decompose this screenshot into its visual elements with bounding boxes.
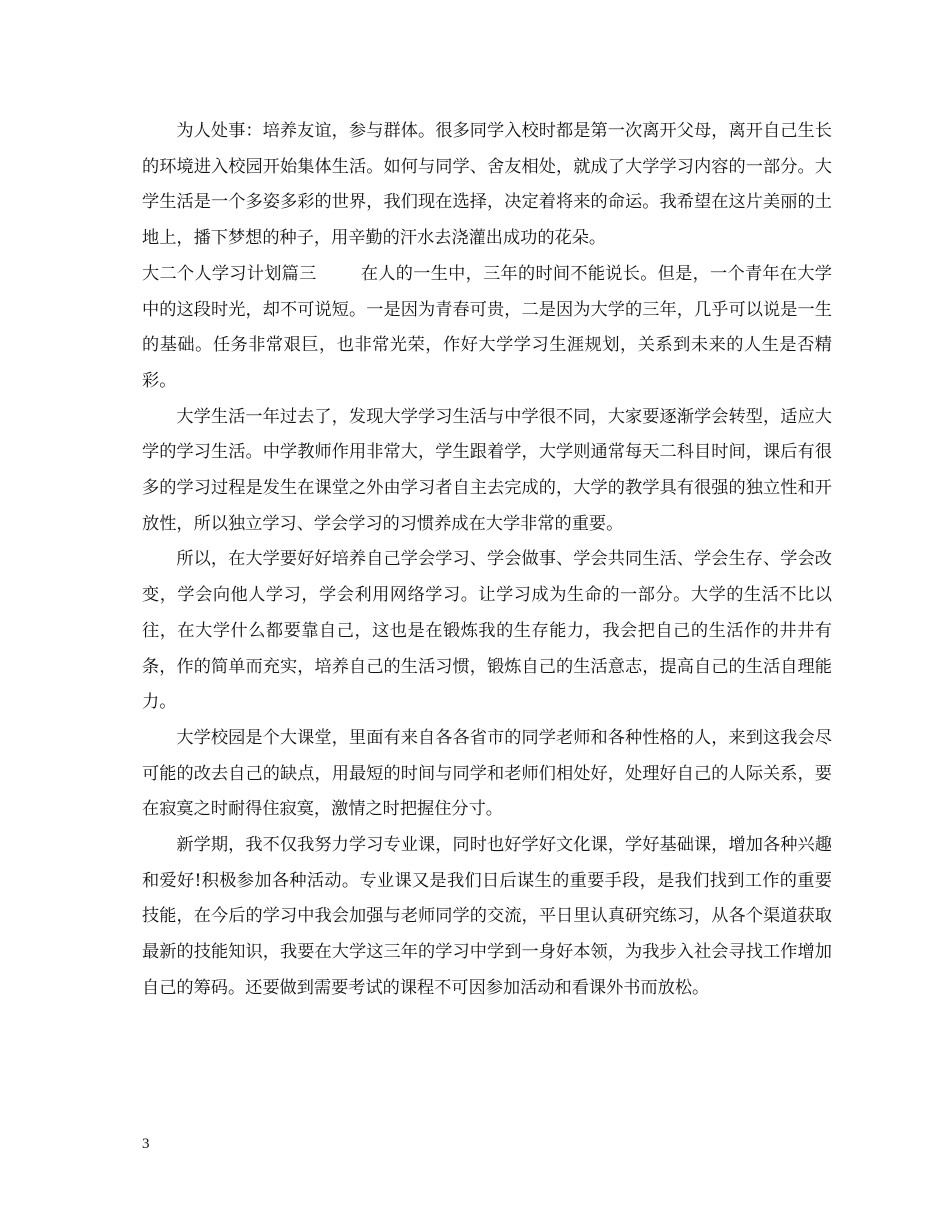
paragraph-campus: 大学校园是个大课堂，里面有来自各各省市的同学老师和各种性格的人，来到这我会尽可能的改去自己的缺点，用最短的时间与同学和老师们相处好，处理好自己的人际关系，要在寂寞之时耐得住寂寞，激情之时把握住分寸。	[142, 727, 832, 820]
paragraph-college-life: 大学生活一年过去了，发现大学学习生活与中学很不同，大家要逐渐学会转型，适应大学的学习生活。中学教师作用非常大，学生跟着学，大学则通常每天二科目时间，课后有很多的学习过程是发生在课堂之外由学习者自主去完成的，大学的教学具有很强的独立性和开放性，所以独立学习、学会学习的习惯养成在大学非常的重要。	[142, 406, 832, 534]
paragraph-interpersonal: 为人处事：培养友谊，参与群体。很多同学入校时都是第一次离开父母，离开自己生长的环境进入校园开始集体生活。如何与同学、舍友相处，就成了大学学习内容的一部分。大学生活是一个多姿多彩的世界，我们现在选择，决定着将来的命运。我希望在这片美丽的土地上，播下梦想的种子，用辛勤的汗水去浇灌出成功的花朵。	[142, 121, 832, 249]
paragraph-plan-part-three-text: 在人的一生中，三年的时间不能说长。但是，一个青年在大学中的这段时光，却不可说短。一是因为青春可贵，二是因为大学的三年，几乎可以说是一生的基础。任务非常艰巨，也非常光荣，作好大学学习生涯规划，关系到未来的人生是否精彩。	[142, 263, 832, 391]
page-number: 3	[142, 1136, 150, 1152]
section-heading: 大二个人学习计划篇三	[142, 263, 317, 284]
paragraph-plan-part-three	[142, 257, 832, 400]
paragraph-learning-skills: 所以，在大学要好好培养自己学会学习、学会做事、学会共同生活、学会生存、学会改变，学会向他人学习，学会利用网络学习。让学习成为生命的一部分。大学的生活不比以往，在大学什么都要靠自己，这也是在锻炼我的生存能力，我会把自己的生活作的井井有条，作的简单而充实，培养自己的生活习惯，锻炼自己的生活意志，提高自己的生活自理能力。	[142, 549, 832, 713]
document-body	[142, 114, 832, 1007]
paragraph-new-semester: 新学期，我不仅我努力学习专业课，同时也好学好文化课，学好基础课，增加各种兴趣和爱好!积极参加各种活动。专业课又是我们日后谋生的重要手段，是我们找到工作的重要技能，在今后的学习中我会加强与老师同学的交流，平日里认真研究练习，从各个渠道获取最新的技能知识，我要在大学这三年的学习中学到一身好本领，为我步入社会寻找工作增加自己的筹码。还要做到需要考试的课程不可因参加活动和看课外书而放松。	[142, 835, 832, 998]
